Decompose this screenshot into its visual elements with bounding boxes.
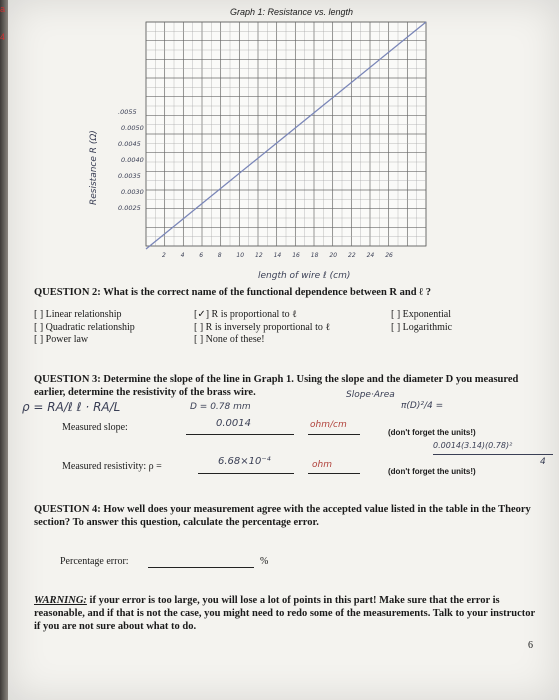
resistivity-units-line[interactable] bbox=[308, 473, 360, 474]
handwritten-denominator: 4 bbox=[540, 457, 546, 467]
warning-text: if your error is too large, you will lose a lot of points in this part! Make sure that the error is reasonable, and if that is not the case, you might need to redo some of the measurements. Talk to your instructor if you are not sure about what to do. bbox=[34, 595, 535, 632]
x-tick-label: 22 bbox=[348, 252, 356, 259]
slope-value: 0.0014 bbox=[216, 418, 251, 429]
question-2-title: QUESTION 2: What is the correct name of the functional dependence between R and ℓ ? bbox=[34, 287, 431, 298]
resistivity-label: Measured resistivity: ρ = bbox=[62, 461, 162, 472]
resistivity-units-note: (don't forget the units!) bbox=[388, 467, 476, 476]
handwritten-calculation: 0.0014(3.14)(0.78)² bbox=[433, 441, 513, 450]
percentage-error-line[interactable] bbox=[148, 567, 254, 568]
x-tick-label: 18 bbox=[310, 252, 319, 259]
y-tick-label: 0.0035 bbox=[118, 172, 141, 180]
x-tick-label: 26 bbox=[385, 252, 393, 259]
x-tick-label: 8 bbox=[217, 252, 222, 259]
option-exponential[interactable]: [ ] Exponential bbox=[391, 309, 451, 320]
handwritten-formula: ρ = RA/ℓ ℓ · RA/L bbox=[22, 400, 121, 414]
warning-label: WARNING: bbox=[34, 595, 87, 606]
y-tick-label: .0055 bbox=[118, 108, 137, 116]
y-tick-label: 0.0030 bbox=[121, 188, 144, 196]
option-inversely-proportional[interactable]: [ ] R is inversely proportional to ℓ bbox=[194, 321, 331, 333]
x-axis-label: length of wire ℓ (cm) bbox=[258, 271, 351, 281]
graph-title: Graph 1: Resistance vs. length bbox=[230, 7, 354, 17]
q2-options-col3 bbox=[391, 309, 452, 334]
option-linear[interactable]: [ ] Linear relationship bbox=[34, 309, 122, 320]
x-tick-label: 14 bbox=[273, 252, 282, 259]
binder-edge bbox=[0, 0, 8, 700]
x-tick-label: 20 bbox=[329, 252, 338, 259]
percent-sign: % bbox=[260, 556, 269, 567]
handwritten-area-formula: π(D)²/4 = bbox=[401, 401, 444, 411]
question-4-title: QUESTION 4: How well does your measurement agree with the accepted value listed in the table in the Theory section? To answer this question, calculate the percentage error. bbox=[34, 504, 531, 528]
y-tick-label: 0.0050 bbox=[121, 124, 144, 132]
option-none[interactable]: [ ] None of these! bbox=[194, 334, 265, 345]
handwritten-fraction-bar bbox=[433, 454, 553, 455]
slope-units-line[interactable] bbox=[308, 434, 360, 435]
resistivity-units: ohm bbox=[312, 460, 332, 470]
x-tick-label: 10 bbox=[236, 252, 245, 259]
option-power-law[interactable]: [ ] Power law bbox=[34, 334, 89, 345]
x-tick-label: 24 bbox=[366, 252, 375, 259]
q2-options-col2 bbox=[194, 309, 330, 347]
resistivity-answer-line[interactable] bbox=[198, 473, 294, 474]
x-tick-label: 6 bbox=[199, 252, 204, 259]
y-tick-label: 0.0040 bbox=[121, 156, 144, 164]
resistance-length-graph bbox=[8, 0, 559, 290]
handwritten-diameter: D = 0.78 mm bbox=[190, 402, 251, 412]
slope-units: ohm/cm bbox=[310, 420, 347, 430]
option-quadratic[interactable]: [ ] Quadratic relationship bbox=[34, 321, 135, 333]
worksheet-page bbox=[8, 0, 559, 700]
option-logarithmic[interactable]: [ ] Logarithmic bbox=[391, 321, 453, 333]
y-axis-label: Resistance R (Ω) bbox=[89, 130, 99, 205]
slope-answer-line[interactable] bbox=[186, 434, 294, 435]
x-tick-label: 12 bbox=[255, 252, 263, 259]
edge-mark: a bbox=[0, 4, 6, 14]
page-number: 6 bbox=[528, 640, 533, 651]
handwritten-area-note: Slope·Area bbox=[346, 390, 395, 400]
option-proportional[interactable]: [✓] R is proportional to ℓ bbox=[194, 309, 297, 320]
x-tick-label: 4 bbox=[180, 252, 185, 259]
question-3-title: QUESTION 3: Determine the slope of the line in Graph 1. Using the slope and the diameter D you measured earlier, determine the resistivity of the brass wire. bbox=[34, 374, 519, 398]
x-tick-label: 2 bbox=[162, 252, 166, 259]
y-tick-label: 0.0025 bbox=[118, 204, 141, 212]
x-tick-label: 16 bbox=[292, 252, 300, 259]
q2-options-col1 bbox=[34, 309, 135, 347]
slope-units-note: (don't forget the units!) bbox=[388, 428, 476, 437]
resistivity-value: 6.68×10⁻⁴ bbox=[218, 456, 271, 467]
warning-paragraph bbox=[34, 594, 544, 633]
percentage-error-label: Percentage error: bbox=[60, 556, 129, 567]
slope-label: Measured slope: bbox=[62, 422, 128, 433]
y-tick-label: 0.0045 bbox=[118, 140, 141, 148]
edge-mark: 4 bbox=[0, 32, 6, 42]
